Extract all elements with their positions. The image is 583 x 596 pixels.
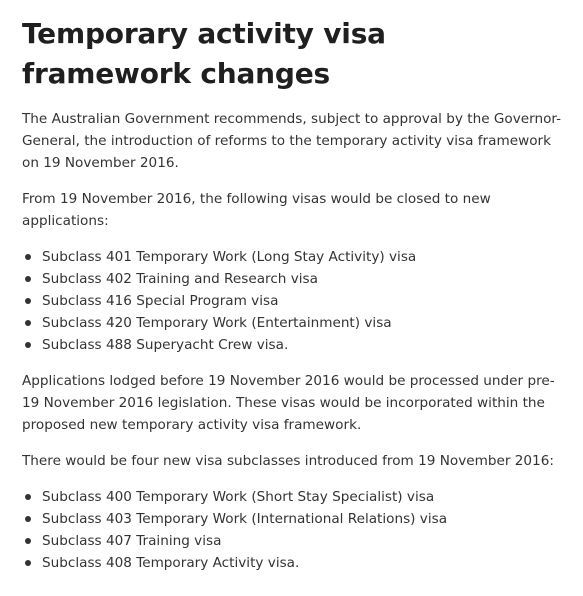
list-item [42,312,562,334]
list-item [42,246,562,268]
bullet-icon [25,516,31,522]
list-item-text: Subclass 408 Temporary Activity visa. [42,555,300,571]
bullet-icon [25,254,31,260]
list-item-text: Subclass 407 Training visa [42,533,222,549]
list-item-text: Subclass 488 Superyacht Crew visa. [42,337,289,353]
list-item [42,486,562,508]
list-item [42,552,562,574]
page-title: Temporary activity visa framework changes [22,17,386,90]
new-visas-intro: There would be four new visa subclasses introduced from 19 November 2016: [22,453,554,469]
list-item [42,530,562,552]
bullet-icon [25,298,31,304]
list-item [42,290,562,312]
closed-visas-intro: From 19 November 2016, the following visas would be closed to new applications: [22,191,491,229]
bullet-icon [25,342,31,348]
list-item [42,268,562,290]
intro-paragraph: The Australian Government recommends, subject to approval by the Governor-General, the introduction of reforms to the temporary activity visa framework on 19 November 2016. [22,111,562,171]
bullet-icon [25,560,31,566]
list-item-text: Subclass 402 Training and Research visa [42,271,318,287]
bullet-icon [25,320,31,326]
closed-visas-list [22,246,562,356]
article [22,14,562,588]
list-item [42,508,562,530]
list-item-text: Subclass 400 Temporary Work (Short Stay Specialist) visa [42,489,435,505]
list-item-text: Subclass 416 Special Program visa [42,293,279,309]
list-item-text: Subclass 420 Temporary Work (Entertainment) visa [42,315,392,331]
list-item-text: Subclass 403 Temporary Work (International Relations) visa [42,511,448,527]
bullet-icon [25,494,31,500]
list-item-text: Subclass 401 Temporary Work (Long Stay Activity) visa [42,249,417,265]
bullet-icon [25,276,31,282]
bullet-icon [25,538,31,544]
lodged-paragraph: Applications lodged before 19 November 2016 would be processed under pre-19 November 2016 legislation. These visas would be incorporated within the proposed new temporary activity visa framework. [22,373,555,433]
new-visas-list [22,486,562,574]
list-item [42,334,562,356]
